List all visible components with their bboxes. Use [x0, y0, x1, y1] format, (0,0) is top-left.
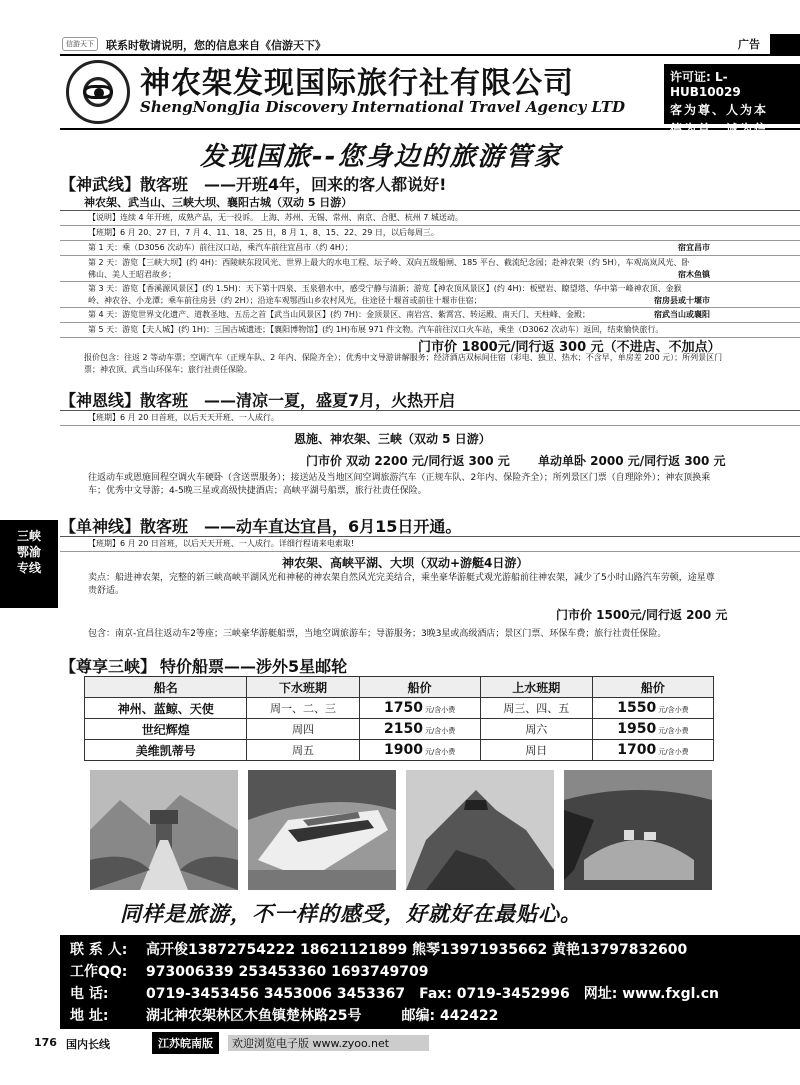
gate-photo-illustration — [90, 770, 238, 890]
section-tag: 【神武线】散客班 — [60, 175, 189, 194]
up-price: 1550 元/含小费 — [592, 698, 713, 719]
company-name-cn: 神农架发现国际旅行社有限公司 — [140, 66, 574, 101]
schedule-box — [60, 410, 800, 426]
photo-mountain-temple — [406, 770, 554, 890]
schedule-box — [60, 536, 800, 552]
ship-name: 世纪辉煌 — [85, 719, 247, 740]
section-tag: 【神恩线】散客班 — [60, 391, 189, 410]
ship-name: 美维凯蒂号 — [85, 740, 247, 761]
license-number: 许可证: L-HUB10029 — [670, 70, 741, 99]
main-slogan: 发现国旅--您身边的旅游管家 — [200, 142, 562, 172]
page-footer — [34, 1032, 800, 1052]
ship-photo-illustration — [248, 770, 396, 890]
includes-shenen: 往返动车或恩施回程空调火车硬卧（含送票服务）；接送站及当地区间空调旅游汽车（正规车队、2年内、保险齐全）；所列景区门票（自理除外）；神农顶换乘车；优秀中文导游；4-5晚三星或高级快捷酒店；高峡平湖号船票，旅行社责任保险。 — [88, 473, 711, 496]
col-header: 船价 — [592, 677, 713, 698]
includes-danshen: 包含：南京-宜昌往返动车2等座；三峡豪华游艇船票，当地空调旅游车；导游服务；3晚3星或高级酒店；景区门票、环保车费；旅行社责任保险。 — [88, 629, 667, 639]
side-tab-line: 专线 — [16, 561, 41, 575]
down-schedule: 周五 — [247, 740, 359, 761]
photo-cruise-ship — [248, 770, 396, 890]
down-price: 1900 元/含小费 — [359, 740, 480, 761]
section-tagline: ——清凉一夏，盛夏7月，火热开启 — [204, 391, 456, 410]
section-tagline: ——动车直达宜昌，6月15日开通。 — [204, 517, 462, 536]
stay-label: 宿木鱼镇 — [678, 270, 710, 279]
down-price: 2150 元/含小费 — [359, 719, 480, 740]
top-strip — [60, 34, 800, 56]
ad-marker — [770, 34, 800, 54]
section-tag: 【尊享三峡】 — [60, 657, 157, 676]
motto-line: 客为尊、人为本 — [670, 103, 769, 117]
stay-label: 宿房县或十堰市 — [654, 296, 710, 305]
section-tag: 【单神线】散客班 — [60, 517, 189, 536]
up-schedule: 周三、四、五 — [480, 698, 592, 719]
ad-label: 广告 — [738, 38, 760, 51]
stay-label: 宿宜昌市 — [678, 243, 710, 252]
schedule-row: 【班期】6 月 20、27 日，7 月 4、11、18、25 日，8 月 1、8、15、22、29 日，以后每周三。 — [60, 226, 800, 241]
publisher-logo: 信游天下 — [62, 37, 98, 51]
itinerary-box — [60, 210, 800, 338]
schedule-row: 【班期】6 月 20 日首班，以后天天开班、一人成行。详细行程请来电索取! — [60, 537, 800, 552]
down-schedule: 周四 — [247, 719, 359, 740]
mountain-photo-illustration — [406, 770, 554, 890]
up-schedule: 周六 — [480, 719, 592, 740]
company-name-en: ShengNongJia Discovery International Travel Agency LTD — [140, 98, 626, 116]
section-tagline: ——开班4年，回来的客人都说好! — [204, 175, 447, 194]
cruise-table — [84, 676, 714, 761]
route-title: 神农架、高峡平湖、大坝（双动+游艇4日游） — [282, 556, 529, 570]
company-header — [60, 58, 800, 136]
contact-block — [60, 935, 800, 1029]
footer-section: 国内长线 — [66, 1038, 110, 1051]
feature-danshen: 卖点：船进神农架，完整的新三峡高峡平湖风光和神秘的神农架自然风光完美结合，乘坐豪华游艇式观光游船前往神农架，减少了5小时山路汽车劳顿，途星尊贵舒适。 — [88, 573, 715, 596]
itinerary-day: 第 2 天：游览【三峡大坝】(约 4H)：西陵峡东段风光、世界上最大的水电工程、坛子岭、双向五级船闸、185 平台、截流纪念园；赴神农架（约 5H），车观高岚风光、卧佛山、美人王昭君故乡； 宿木鱼镇 — [60, 256, 800, 282]
contact-phone: 电 话: 0719-3453456 3453006 3453367 Fax: 0719-3452996 网址: www.fxgl.cn — [70, 986, 719, 1002]
price-shenen-double: 门市价 双动 2200 元/同行返 300 元 — [306, 454, 510, 468]
side-tab — [0, 520, 58, 608]
route-title: 恩施、神农架、三峡（双动 5 日游） — [294, 432, 491, 446]
itinerary-day: 第 3 天：游览【香溪源风景区】(约 1.5H)：天下第十四泉、玉泉碧水中，感受宁静与清新；游览【神农顶风景区】(约 4H)：板壁岩、瞭望塔、华中第一峰神农顶、金猴岭、神农谷、小龙潭；乘车前往房县（约 2H）；沿途车观鄂西山乡农村风光，住途径十堰首或前往十堰市住宿； 宿房县或十堰市 — [60, 282, 800, 308]
pupil-icon — [94, 88, 104, 98]
schedule-row: 【班期】6 月 20 日首班，以后天天开班、一人成行。 — [60, 411, 800, 426]
up-price: 1950 元/含小费 — [592, 719, 713, 740]
section-tagline: 特价船票——涉外5星邮轮 — [160, 657, 348, 676]
section-title-shenen — [60, 388, 455, 411]
itinerary-day: 第 4 天：游览世界文化遗产、道教圣地、五岳之首【武当山风景区】(约 7H)：金顶景区、南岩宫、紫霄宫、转运殿、南天门、天柱峰、金殿； 宿武当山或襄阳 — [60, 308, 800, 323]
contact-address: 地 址: 湖北神农架林区木鱼镇楚林路25号 邮编: 442422 — [70, 1008, 499, 1024]
col-header: 下水班期 — [247, 677, 359, 698]
stay-label: 宿武当山或襄阳 — [654, 310, 710, 319]
edition-label: 江苏皖南版 — [152, 1032, 219, 1054]
notice-row: 【说明】连续 4 年开班，成熟产品，无一投诉。 上海、苏州、无锡、常州、南京、合肥、杭州 7 城送动。 — [60, 211, 800, 226]
motto-line: 德为首、诚为信 — [670, 122, 769, 136]
photo-valley-village — [564, 770, 712, 890]
closing-slogan: 同样是旅游，不一样的感受，好就好在最贴心。 — [120, 902, 582, 926]
price-shenen-single: 单动单卧 2000 元/同行返 300 元 — [538, 454, 726, 468]
side-tab-line: 鄂渝 — [16, 545, 41, 559]
contact-qq: 工作QQ: 973006339 253453360 1693749709 — [70, 964, 429, 980]
source-note: 联系时敬请说明，您的信息来自《信游天下》 — [106, 39, 326, 52]
photo-gate — [90, 770, 238, 890]
itinerary-day: 第 1 天：乘（D3056 次动车）前往汉口站，乘汽车前往宜昌市（约 4H）； 宿宜昌市 — [60, 241, 800, 256]
route-title: 神农架、武当山、三峡大坝、襄阳古城（双动 5 日游） — [84, 196, 353, 209]
company-emblem-icon — [66, 60, 130, 124]
table-header-row — [85, 677, 714, 698]
up-schedule: 周日 — [480, 740, 592, 761]
col-header: 船名 — [85, 677, 247, 698]
col-header: 船价 — [359, 677, 480, 698]
includes-shenwu: 报价包含：往返 2 等动车票；空调汽车（正规车队、2 年内、保险齐全）；优秀中文导游讲解服务；经济酒店双标间住宿（彩电、独卫、热水；不含早，单房差 200 元）；所列景区门票；神农顶、武当山环保车；旅行社责任保险。 — [84, 353, 723, 374]
itinerary-day: 第 5 天：游览【夫人城】(约 1H)：三国古城遗迹；【襄阳博物馆】(约 1H)布展 971 件文物。汽车前往汉口火车站，乘坐（D3062 次动车）返回，结束愉快旅行。 — [60, 323, 800, 338]
side-tab-line: 三峡 — [16, 529, 41, 543]
ship-name: 神州、蓝鲸、天使 — [85, 698, 247, 719]
section-title-cruise — [60, 654, 347, 677]
down-price: 1750 元/含小费 — [359, 698, 480, 719]
valley-photo-illustration — [564, 770, 712, 890]
down-schedule: 周一、二、三 — [247, 698, 359, 719]
section-title-danshen — [60, 514, 461, 537]
license-box — [664, 64, 800, 136]
price-shenwu: 门市价 1800元/同行返 300 元（不进店、不加点） — [418, 340, 721, 355]
up-price: 1700 元/含小费 — [592, 740, 713, 761]
section-title-shenwu — [60, 172, 446, 195]
contact-people: 联 系 人: 高开俊13872754222 18621121899 熊琴13971935662 黄艳13797832600 — [70, 942, 688, 958]
price-danshen: 门市价 1500元/同行返 200 元 — [556, 608, 728, 622]
page-number: 176 — [34, 1036, 57, 1049]
col-header: 上水班期 — [480, 677, 592, 698]
visit-link[interactable]: 欢迎浏览电子版 www.zyoo.net — [228, 1035, 429, 1051]
table-row — [85, 719, 714, 740]
table-row — [85, 740, 714, 761]
table-row — [85, 698, 714, 719]
